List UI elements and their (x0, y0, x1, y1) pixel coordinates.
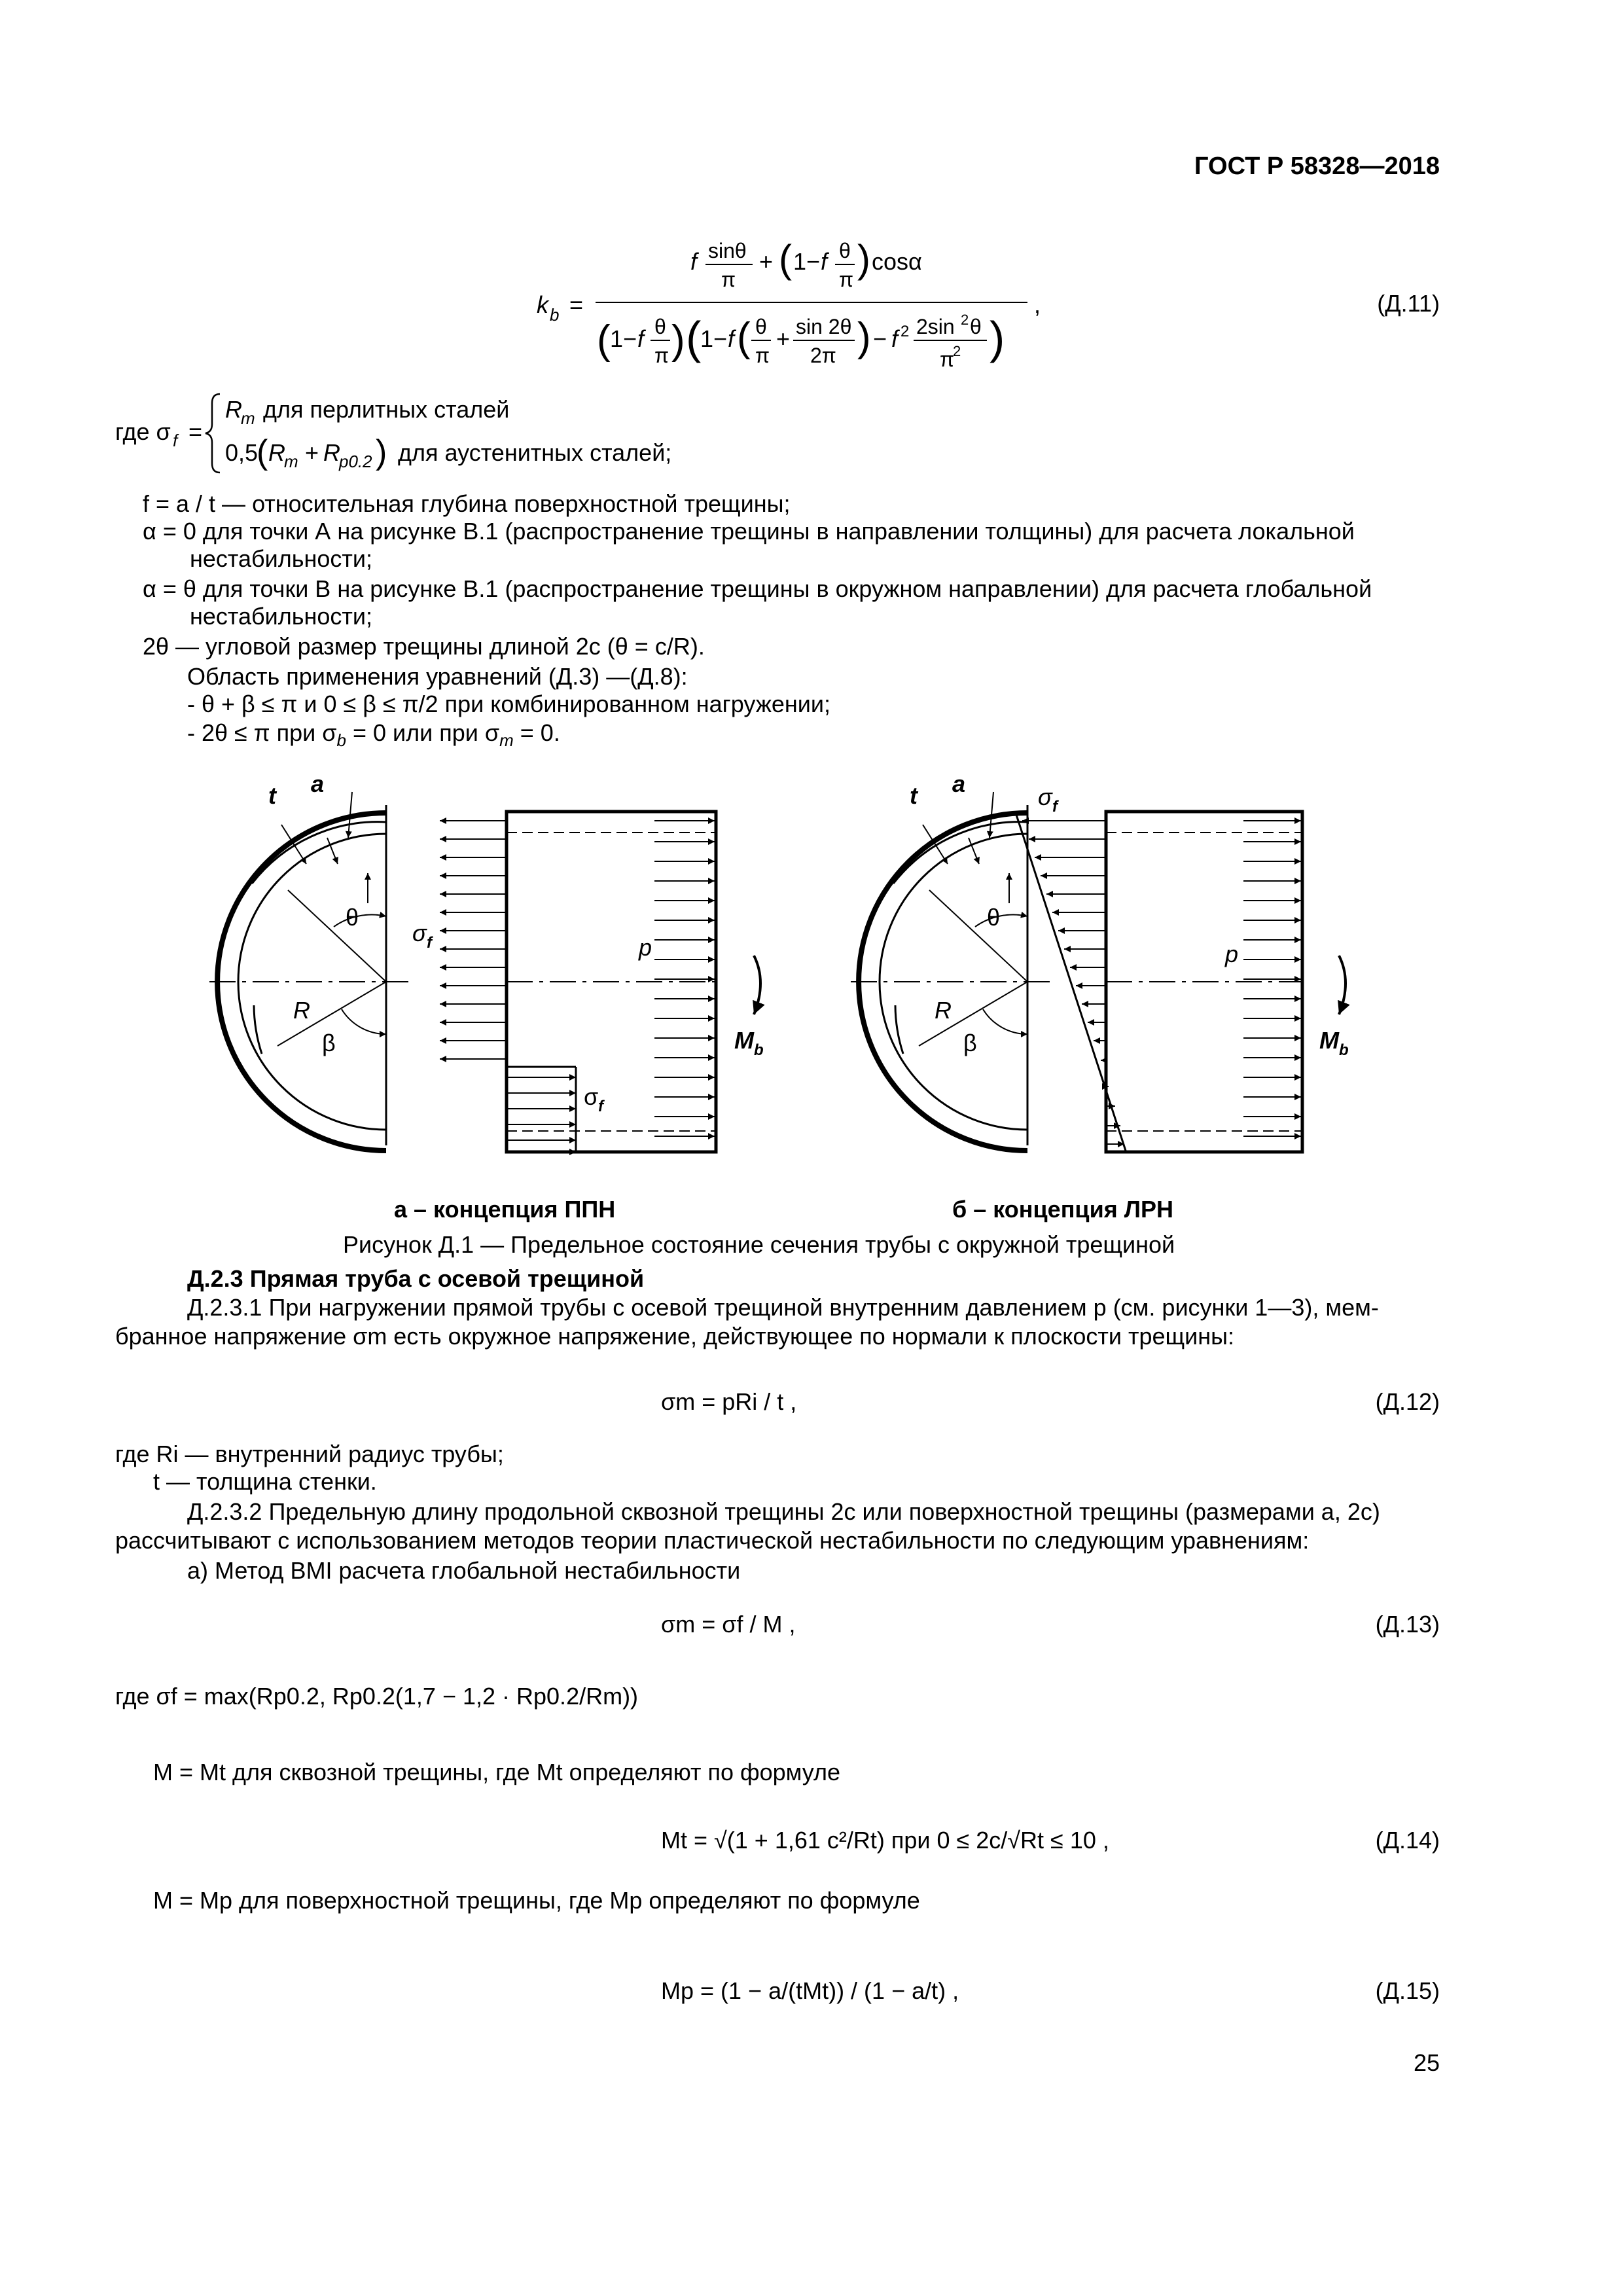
svg-text:,: , (1034, 291, 1041, 318)
para-d231-line2: бранное напряжение σm есть окружное напряжение, действующее по нормали к плоскости трещины: (115, 1323, 1235, 1350)
svg-text:(: ( (686, 312, 702, 363)
label-beta-b: β (963, 1030, 977, 1056)
svg-text:f: f (728, 325, 735, 352)
label-a-b: a (952, 770, 966, 797)
def-2theta: 2θ — угловой размер трещины длиной 2с (θ = c/R). (143, 633, 705, 660)
label-p-b: p (1225, 941, 1239, 967)
label-sigma-f-b: σ (1038, 783, 1052, 810)
label-Mb-a: M (734, 1027, 754, 1054)
equation-number-d15: (Д.15) (1375, 1977, 1440, 2004)
svg-text:1−: 1− (793, 248, 821, 275)
svg-text:f: f (173, 431, 178, 450)
svg-text:θ: θ (755, 315, 767, 338)
svg-text:1−: 1− (610, 325, 637, 352)
pipe-section-a (209, 770, 412, 1151)
svg-text:0,5: 0,5 (225, 439, 259, 466)
svg-text:R: R (225, 396, 242, 423)
equation-d13: σm = σf / M , (661, 1611, 796, 1638)
label-beta-a: β (322, 1030, 336, 1056)
svg-text:−: − (873, 325, 887, 352)
def-alpha-theta-cont: нестабильности; (190, 603, 372, 630)
svg-text:sin 2θ: sin 2θ (796, 315, 852, 338)
svg-text:π: π (721, 268, 736, 291)
def-f: f = a / t — относительная глубина поверхностной трещины; (143, 490, 791, 517)
label-Mb-b: M (1319, 1027, 1339, 1054)
where-ri: где Ri — внутренний радиус трубы; (115, 1441, 504, 1467)
equation-number-d12: (Д.12) (1375, 1388, 1440, 1415)
method-a: а) Метод BMI расчета глобальной нестабильности (187, 1557, 741, 1584)
svg-text:+: + (305, 439, 319, 466)
equation-d15: Mp = (1 − a/(tMt)) / (1 − a/t) , (661, 1977, 959, 2004)
svg-text:f: f (637, 325, 645, 352)
para-d231-line1: Д.2.3.1 При нагружении прямой трубы с осевой трещиной внутренним давлением p (см. рисунки 1—3), мем- (187, 1294, 1379, 1321)
svg-text:R: R (323, 439, 340, 466)
svg-text:(: ( (597, 317, 611, 363)
equation-d14: Mt = √(1 + 1,61 c²/Rt) при 0 ≤ 2c/√Rt ≤ 10 , (661, 1827, 1109, 1854)
equation-number-d11: (Д.11) (1377, 290, 1440, 317)
m-surface-crack: M = Mp для поверхностной трещины, где Mp определяют по формуле (153, 1887, 920, 1914)
caption-b: б – концепция ЛРН (952, 1196, 1173, 1223)
equation-d11 (537, 229, 1047, 386)
figure-d1 (196, 766, 1440, 1237)
figure-caption: Рисунок Д.1 — Предельное состояние сечения трубы с окружной трещиной (343, 1231, 1175, 1258)
svg-text:π: π (839, 268, 854, 291)
svg-text:b: b (550, 305, 560, 325)
def-alpha-0-cont: нестабильности; (190, 545, 372, 572)
svg-text:θ: θ (970, 315, 982, 338)
svg-text:π: π (654, 344, 669, 367)
svg-text:sinθ: sinθ (708, 239, 747, 262)
equation-number-d14: (Д.14) (1375, 1827, 1440, 1854)
equation-number-d13: (Д.13) (1375, 1611, 1440, 1638)
page-number: 25 (1413, 2049, 1440, 2076)
svg-text:f: f (821, 248, 828, 275)
label-sigma-f-a2: σ (584, 1083, 599, 1110)
svg-text:+: + (759, 248, 774, 275)
sigma-f-definition (115, 387, 835, 479)
svg-text:cosα: cosα (872, 248, 922, 275)
svg-text:f: f (1052, 798, 1058, 816)
caption-a: а – концепция ППН (394, 1196, 616, 1223)
svg-text:k: k (537, 291, 548, 318)
svg-text:(: ( (737, 315, 751, 360)
svg-text:): ) (857, 237, 870, 281)
svg-text:1−: 1− (700, 325, 728, 352)
svg-text:=: = (569, 291, 584, 318)
label-theta-b: θ (987, 904, 1001, 931)
svg-text:m: m (284, 452, 298, 471)
svg-text:=: = (188, 418, 203, 445)
svg-text:2: 2 (961, 312, 969, 328)
svg-text:f: f (598, 1098, 603, 1115)
m-through-crack: M = Mt для сквозной трещины, где Mt определяют по формуле (153, 1759, 841, 1785)
label-R-a: R (293, 997, 310, 1024)
para-d232-line2: рассчитывают с использованием методов теории пластической нестабильности по следующим уравнениям: (115, 1527, 1310, 1554)
svg-text:π: π (755, 344, 770, 367)
svg-text:p0.2: p0.2 (339, 452, 372, 471)
label-p-a: p (639, 934, 652, 961)
svg-text:+: + (776, 325, 791, 352)
label-a-a: a (311, 770, 325, 797)
scope-item-1: - θ + β ≤ π и 0 ≤ β ≤ π/2 при комбинированном нагружении; (187, 691, 831, 717)
sigma-f-case2: для аустенитных сталей; (398, 439, 672, 466)
sigma-f-max: где σf = max(Rp0.2, Rp0.2(1,7 − 1,2 · Rp0.2/Rm)) (115, 1683, 639, 1710)
scope-item-2: - 2θ ≤ π при $\sigma_b = 0$ или при $\sigma_m = 0$. (187, 719, 560, 751)
scope-title: Область применения уравнений (Д.3) —(Д.8): (187, 663, 688, 690)
svg-text:(: ( (779, 237, 792, 281)
sigma-f-case1: для перлитных сталей (263, 396, 510, 423)
svg-text:f: f (690, 248, 698, 275)
svg-text:): ) (376, 433, 387, 471)
document-id: ГОСТ Р 58328—2018 (1194, 152, 1440, 180)
svg-text:b: b (754, 1041, 764, 1059)
svg-text:): ) (671, 317, 685, 363)
where-t: t — толщина стенки. (153, 1468, 377, 1495)
label-t-a: t (268, 782, 276, 809)
svg-text:где σ: где σ (115, 418, 171, 445)
label-theta-a: θ (346, 904, 359, 931)
stress-block-a (412, 812, 764, 1152)
pipe-section-b (851, 770, 1054, 1151)
svg-text:π: π (940, 348, 955, 371)
svg-text:b: b (1339, 1041, 1349, 1059)
section-title: Д.2.3 Прямая труба с осевой трещиной (187, 1265, 645, 1292)
svg-text:): ) (857, 315, 871, 360)
svg-text:θ: θ (839, 239, 851, 262)
svg-text:f: f (427, 934, 432, 952)
para-d232-line1: Д.2.3.2 Предельную длину продольной сквозной трещины 2c или поверхностной трещины (размерами a, 2c) (187, 1498, 1380, 1525)
svg-text:2: 2 (953, 343, 961, 359)
label-R-b: R (935, 997, 952, 1024)
svg-text:): ) (990, 312, 1005, 363)
svg-text:m: m (241, 408, 255, 428)
def-alpha-theta: α = θ для точки В на рисунке В.1 (распространение трещины в окружном направлении) для расчета глобальной (143, 575, 1372, 602)
svg-text:2π: 2π (810, 344, 836, 367)
label-sigma-f-a: σ (412, 920, 427, 946)
svg-text:(: ( (257, 433, 268, 471)
svg-text:θ: θ (654, 315, 666, 338)
svg-text:R: R (268, 439, 285, 466)
label-t-b: t (910, 782, 918, 809)
def-alpha-0: α = 0 для точки А на рисунке В.1 (распространение трещины в направлении толщины) для расчета локальной (143, 518, 1355, 545)
equation-d12: σm = pRi / t , (661, 1388, 797, 1415)
svg-text:f: f (891, 325, 899, 352)
svg-text:2: 2 (901, 323, 910, 340)
stress-block-b (1016, 783, 1349, 1152)
svg-text:2sin: 2sin (916, 315, 955, 338)
